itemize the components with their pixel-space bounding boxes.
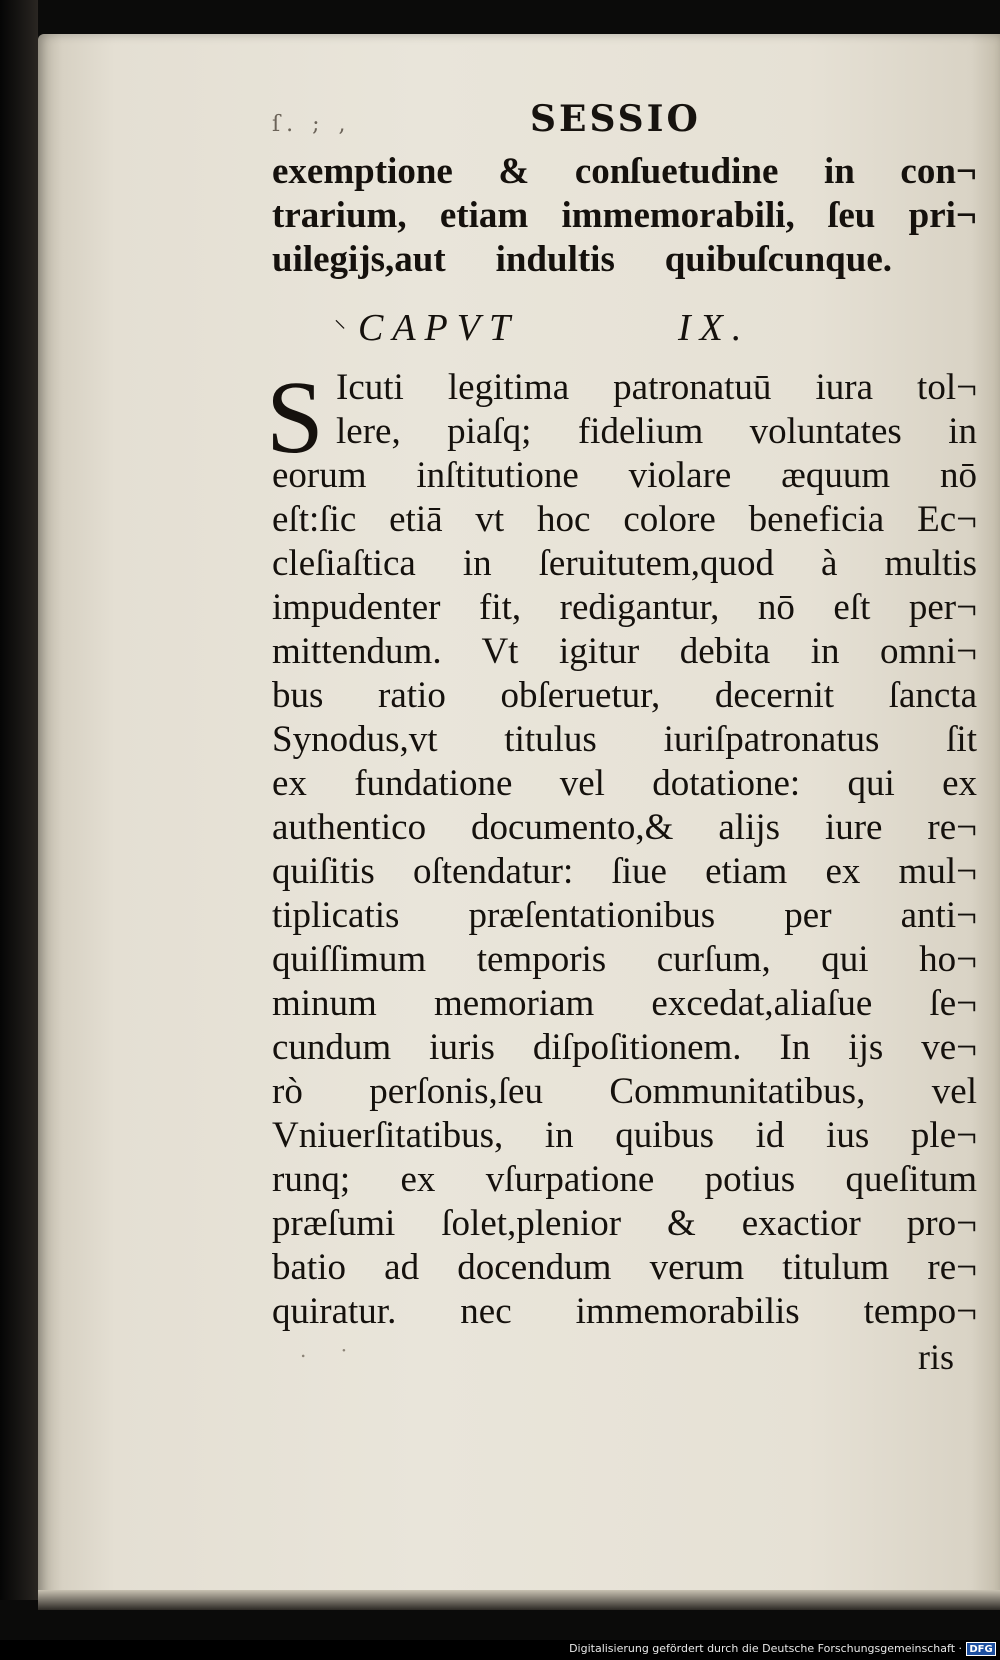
text-line: tiplicatis præſentationibus per anti¬	[272, 895, 977, 936]
dfg-logo: DFG	[966, 1642, 996, 1656]
text-line: quiſitis oſtendatur: ſiue etiam ex mul¬	[272, 851, 977, 892]
catchword: ris	[918, 1337, 954, 1377]
footer-credit: Digitalisierung gefördert durch die Deutsche Forschungsgemeinschaft ·	[569, 1642, 962, 1655]
chapter-heading-mark: ⸌	[334, 317, 355, 343]
text-line: bus ratio obſeruetur, decernit ſancta	[272, 675, 977, 716]
text-line: lere, piaſq; fidelium voluntates in	[336, 411, 977, 452]
text-line: eorum inſtitutione violare æquum nō	[272, 455, 977, 496]
text-line: mittendum. Vt igitur debita in omni¬	[272, 631, 977, 672]
text-line: quiratur. nec immemorabilis tempo¬	[272, 1291, 977, 1332]
text-line: rò perſonis,ſeu Communitatibus, vel	[272, 1071, 977, 1112]
running-head-marks: ſ. ; ,	[272, 112, 352, 137]
text-line: cundum iuris diſpoſitionem. In ijs ve¬	[272, 1027, 977, 1068]
text-line: runq; ex vſurpatione potius queſitum	[272, 1159, 977, 1200]
text-line: cleſiaſtica in ſeruitutem,quod à multis	[272, 543, 977, 584]
text-line: impudenter fit, redigantur, nō eſt per¬	[272, 587, 977, 628]
text-line: minum memoriam excedat,aliaſue ſe¬	[272, 983, 977, 1024]
page-bottom-edge	[38, 1590, 1000, 1610]
drop-cap-initial: S	[266, 360, 324, 475]
text-line: Icuti legitima patronatuū iura tol¬	[336, 367, 977, 408]
text-line: quiſſimum temporis curſum, qui ho¬	[272, 939, 977, 980]
text-line: exemptione & conſuetudine in con¬	[272, 151, 977, 192]
text-line: batio ad docendum verum titulum re¬	[272, 1247, 977, 1288]
page-gutter-shadow	[0, 0, 38, 1600]
text-line: trarium, etiam immemorabili, ſeu pri¬	[272, 195, 977, 236]
text-line: uilegijs,aut indultis quibuſcunque.	[272, 239, 892, 280]
text-line: authentico documento,& alijs iure re¬	[272, 807, 977, 848]
text-line: Synodus,vt titulus iuriſpatronatus ſit	[272, 719, 977, 760]
text-line: eſt:ſic etiā vt hoc colore beneficia Ec¬	[272, 499, 977, 540]
text-line: ex fundatione vel dotatione: qui ex	[272, 763, 977, 804]
chapter-heading-title: CAPVT	[358, 307, 520, 349]
running-head	[268, 98, 908, 142]
text-line: præſumi ſolet,plenior & exactior pro¬	[272, 1203, 977, 1244]
bleed-through-marks: . ·	[300, 1338, 362, 1362]
chapter-heading	[334, 306, 798, 350]
running-head-title: SESSIO	[530, 98, 701, 140]
chapter-heading-number: IX.	[678, 307, 751, 349]
text-line: Vniuerſitatibus, in quibus id ius ple¬	[272, 1115, 977, 1156]
